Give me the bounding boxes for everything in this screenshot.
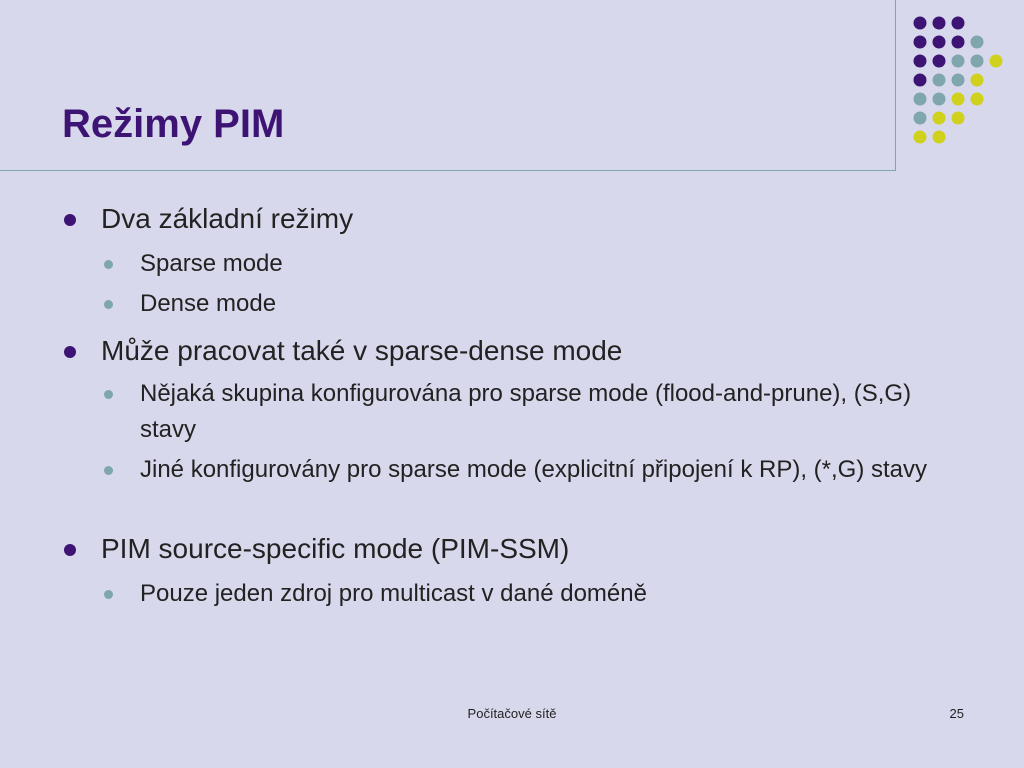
bullet-dot: [104, 300, 113, 309]
bullet-level2: [140, 452, 930, 488]
bullet-dot: [104, 260, 113, 269]
bullet-text: Sparse mode: [140, 250, 283, 277]
bullet-level1: [101, 532, 569, 566]
bullet-text: Nějaká skupina konfigurována pro sparse mode (flood-and-prune), (S,G) stavy: [140, 380, 912, 443]
bullet-level1: [101, 334, 622, 368]
bullet-level2: [140, 286, 930, 322]
bullet-dot: [104, 466, 113, 475]
bullet-text: Dense mode: [140, 290, 277, 317]
bullet-text: Může pracovat také v sparse-dense mode: [101, 335, 623, 366]
page-number: 25: [949, 706, 964, 721]
footer-text: Počítačové sítě: [467, 706, 557, 721]
bullet-level2: [140, 246, 930, 282]
bullet-dot: [64, 214, 76, 226]
bullet-dot: [104, 590, 113, 599]
bullet-level1: [101, 202, 353, 236]
bullet-level2: [140, 376, 930, 448]
bullet-text: Pouze jeden zdroj pro multicast v dané doméně: [140, 580, 647, 607]
bullet-text: Jiné konfigurovány pro sparse mode (explicitní připojení k RP), (*,G) stavy: [140, 456, 927, 483]
bullet-dot: [64, 346, 76, 358]
slide-title: Režimy PIM: [62, 102, 285, 146]
bullet-text: Dva základní režimy: [101, 203, 354, 234]
bullet-text: PIM source-specific mode (PIM-SSM): [101, 533, 570, 564]
bullet-dot: [64, 544, 76, 556]
bullet-dot: [104, 390, 113, 399]
bullet-level2: [140, 576, 930, 612]
